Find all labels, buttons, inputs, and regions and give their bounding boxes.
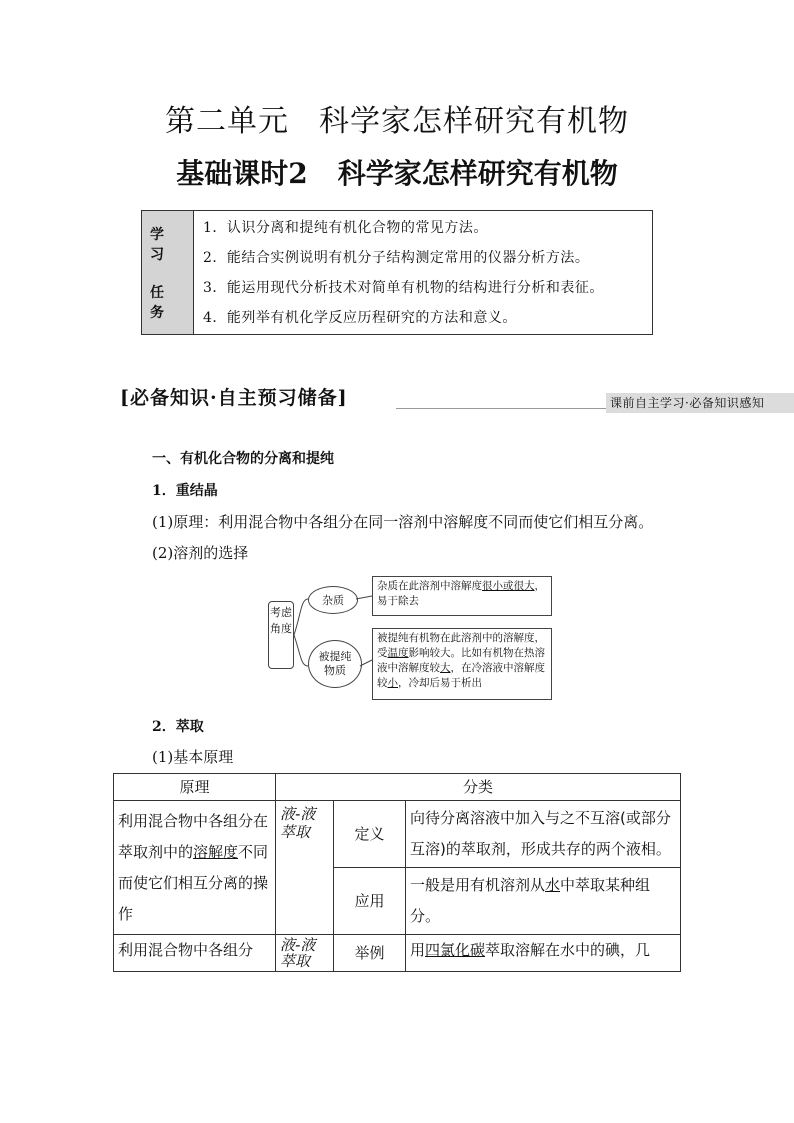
section-tag: 课前自主学习·必备知识感知: [606, 393, 794, 413]
example-text-b: 萃取溶解在水中的碘，几: [485, 941, 651, 959]
task-item: 4．能列举有机化学反应历程研究的方法和意义。: [203, 310, 517, 326]
heading-extraction: 2．萃取: [152, 719, 204, 735]
target-desc-part3: ，在冷溶液中溶解度较: [377, 662, 545, 689]
task-item: 3．能运用现代分析技术对简单有机物的结构进行分析和表征。: [203, 280, 604, 296]
task-item: 2．能结合实例说明有机分子结构测定常用的仪器分析方法。: [203, 250, 590, 266]
impurity-desc-part2: ，易于除去: [377, 580, 545, 607]
target-desc-underlined-2: 大: [440, 662, 451, 674]
lesson-title: [0, 152, 794, 192]
target-description: [372, 628, 552, 700]
impurity-description: [372, 576, 552, 616]
lesson-name: 科学家怎样研究有机物: [337, 157, 618, 190]
target-desc-part1: 被提纯有机物在此溶剂中的溶解度，受: [377, 632, 545, 659]
type-cell-2: 液-液萃取: [276, 935, 334, 972]
principle-text: (1)原理：利用混合物中各组分在同一溶剂中溶解度不同而使它们相互分离。: [152, 513, 654, 531]
example-text: [406, 935, 681, 972]
table-row: [114, 801, 681, 868]
extraction-table: [113, 773, 681, 972]
impurity-oval: 杂质: [308, 586, 358, 614]
application-text-a: 一般是用有机溶剂从: [410, 876, 546, 894]
definition-label: 定义: [334, 801, 406, 868]
principle-cell-2: 利用混合物中各组分: [114, 935, 276, 972]
learning-tasks-label-bottom: 任 务: [150, 284, 172, 321]
application-text-b: 中萃取某种组分。: [410, 876, 651, 925]
table-row: [114, 935, 681, 972]
unit-number: 第二单元: [165, 104, 289, 139]
section-heading: [必备知识·自主预习储备]: [120, 387, 348, 409]
table-header-row: [114, 774, 681, 801]
target-desc-underlined-3: 小: [387, 677, 398, 689]
application-text-underlined: 水: [545, 876, 561, 894]
example-text-underlined: 四氯化碳: [425, 941, 486, 959]
consider-angle-box: 考虑角度: [268, 601, 294, 669]
learning-tasks-box: [141, 210, 653, 335]
example-text-a: 用: [410, 941, 426, 959]
task-item: 1．认识分离和提纯有机化合物的常见方法。: [203, 220, 488, 236]
learning-tasks-list: [194, 211, 652, 334]
example-label: 举例: [334, 935, 406, 972]
target-desc-part2: 影响较大。比如有机物在热溶液中溶解度较: [377, 647, 545, 674]
impurity-desc-underlined: 很小或很大: [482, 580, 535, 592]
principle-cell: [114, 801, 276, 935]
section-divider: [396, 408, 606, 409]
target-substance-oval: [308, 640, 362, 688]
target-desc-part4: ，冷却后易于析出: [398, 677, 482, 689]
solvent-choice-text: (2)溶剂的选择: [152, 544, 249, 562]
target-substance-line1: 被提纯: [318, 650, 352, 663]
header-principle: 原理: [114, 774, 276, 801]
lesson-number: 基础课时2: [176, 157, 308, 190]
header-classification: 分类: [276, 774, 681, 801]
target-desc-underlined-1: 温度: [387, 647, 409, 659]
type-cell: 液-液萃取: [276, 801, 334, 935]
principle-text-b: 不同而使它们相互分离的操作: [118, 842, 269, 923]
definition-text: 向待分离溶液中加入与之不互溶(或部分互溶)的萃取剂，形成共存的两个液相。: [406, 801, 681, 868]
heading-separation: 一、有机化合物的分离和提纯: [152, 451, 334, 467]
application-label: 应用: [334, 868, 406, 935]
principle-text-underlined: 溶解度: [193, 842, 239, 861]
principle-text-a: 利用混合物中各组分在萃取剂中的: [118, 811, 269, 861]
impurity-desc-part1: 杂质在此溶剂中溶解度: [377, 580, 482, 592]
target-substance-line2: 物质: [324, 664, 346, 677]
learning-tasks-label-top: 学 习: [150, 226, 172, 263]
heading-recrystallization: 1．重结晶: [152, 483, 218, 499]
solvent-selection-diagram: [268, 576, 553, 702]
learning-tasks-label: [142, 211, 194, 334]
application-text: [406, 868, 681, 935]
unit-name: 科学家怎样研究有机物: [319, 104, 629, 139]
unit-title: [0, 96, 794, 140]
basic-principle-text: (1)基本原理: [152, 748, 234, 766]
